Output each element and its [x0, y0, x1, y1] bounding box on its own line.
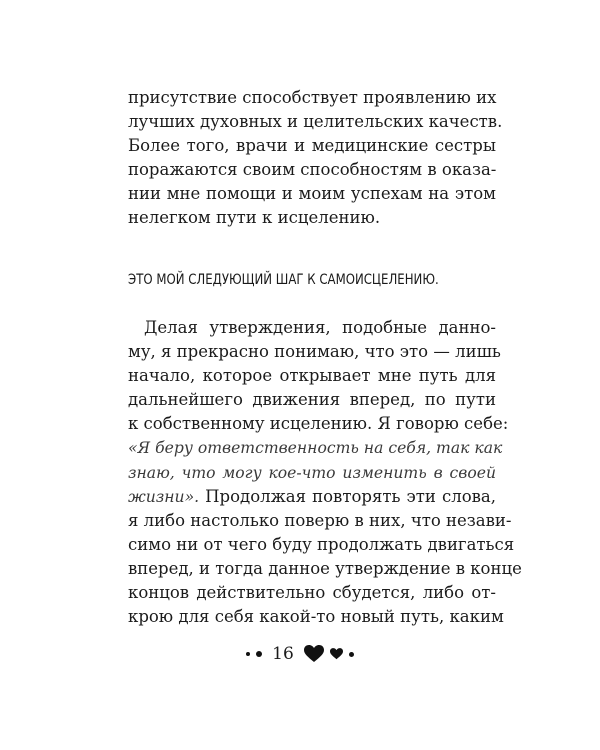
text-line: дальнейшего движения вперед, по пути — [128, 390, 496, 410]
text-line: начало, которое открывает мне путь для — [128, 366, 496, 386]
mixed-line — [128, 485, 496, 509]
text-line: поражаются своим способностям в оказа- — [128, 160, 497, 180]
text-line: Более того, врачи и медицинские сестры — [128, 136, 496, 156]
dot-icon — [256, 651, 262, 657]
text-line: я либо настолько поверю в них, что незави- — [128, 510, 512, 530]
text-line: вперед, и тогда данное утверждение в конце — [128, 558, 522, 578]
text-line: крою для себя какой-то новый путь, каким — [128, 607, 504, 627]
text-line: му, я прекрасно понимаю, что это — лишь — [128, 342, 501, 362]
quote-line: знаю, что могу кое-что изменить в своей — [128, 463, 496, 482]
text-line: Делая утверждения, подобные данно- — [144, 318, 496, 337]
quote-fragment: жизни». — [128, 487, 200, 506]
text-line: лучших духовных и целительских качеств. — [128, 112, 503, 132]
page-footer — [0, 640, 600, 668]
heart-icon — [304, 645, 324, 663]
small-dot-icon — [246, 652, 250, 656]
quote-line: «Я беру ответственность на себя, так как — [128, 439, 503, 458]
text-line: нии мне помощи и моим успехам на этом — [128, 184, 496, 204]
text-line: присутствие способствует проявлению их — [128, 88, 497, 107]
text-line: симо ни от чего буду продолжать двигаться — [128, 534, 515, 554]
small-heart-icon — [330, 648, 343, 660]
dot-icon — [349, 652, 354, 657]
text-line: нелегком пути к исцелению. — [128, 208, 381, 228]
text-line: к собственному исцелению. Я говорю себе: — [128, 414, 509, 434]
section-heading: ЭТО МОЙ СЛЕДУЮЩИЙ ШАГ К САМОИСЦЕЛЕНИЮ. — [128, 272, 439, 288]
text-line: концов действительно сбудется, либо от- — [128, 583, 496, 603]
paragraph-2 — [128, 316, 522, 629]
paragraph-1 — [128, 86, 503, 231]
text-fragment: Продолжая повторять эти слова, — [199, 486, 496, 506]
page-number: 16 — [272, 644, 294, 664]
